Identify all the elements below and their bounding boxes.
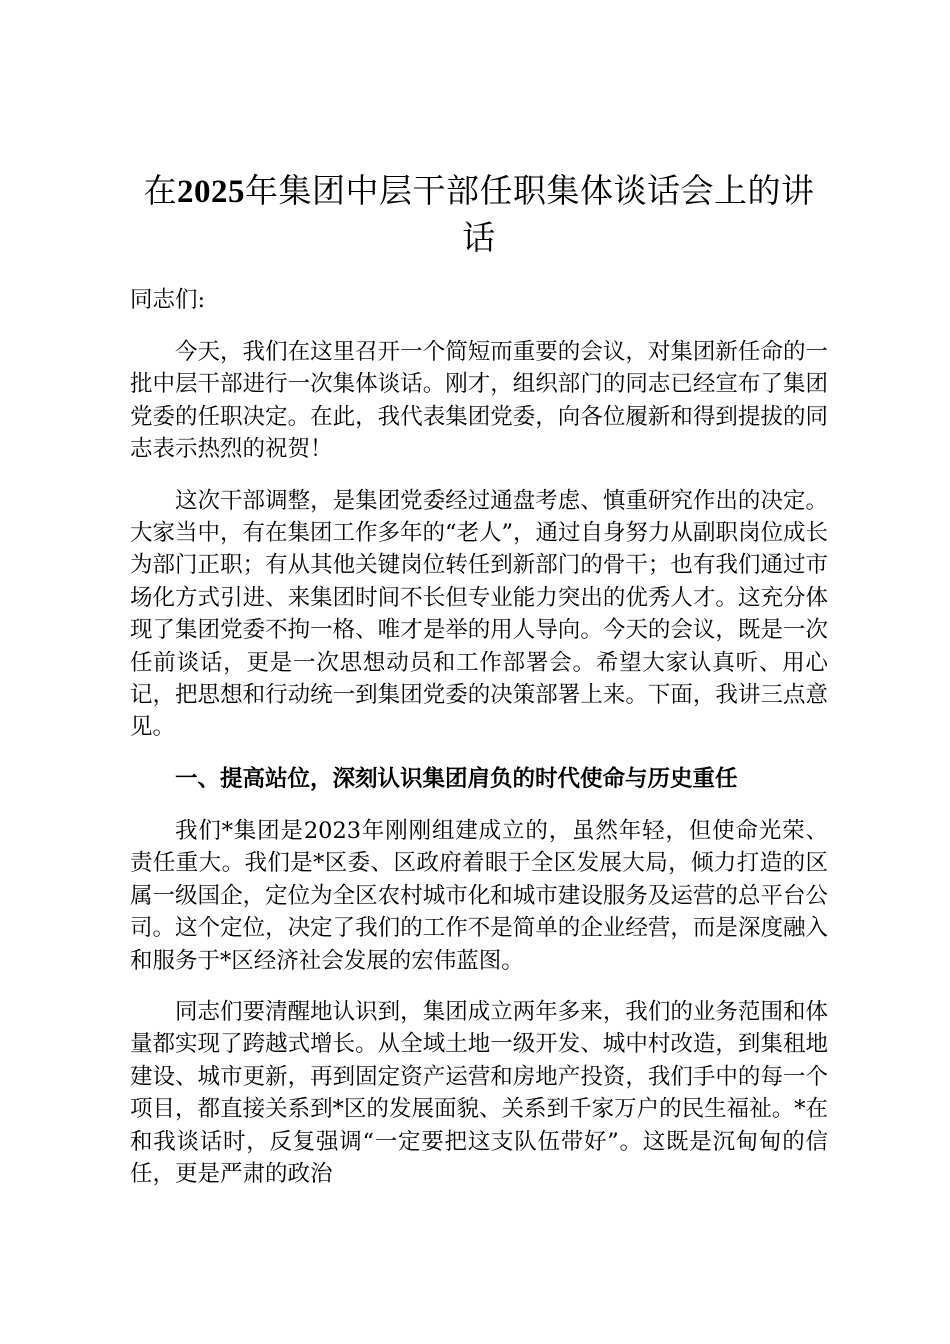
title-year: 2025: [177, 174, 245, 210]
salutation: 同志们:: [130, 287, 206, 313]
document-body: [130, 168, 828, 1190]
section-heading-1: 一、提高站位，深刻认识集团肩负的时代使命与历史重任: [175, 765, 738, 792]
paragraph-group-mission: 我们*集团是2023年刚刚组建成立的，虽然年轻，但使命光荣、责任重大。我们是*区委、区政府着眼于全区发展大局，倾力打造的区属一级国企，定位为全区农村城市化和城市建设服务及运营的总平台公司。这个定位，决定了我们的工作不是简单的企业经营，而是深度融入和服务于*区经济社会发展的宏伟蓝图。: [130, 817, 828, 974]
paragraph-cadre-adjustment: 这次干部调整，是集团党委经过通盘考虑、慎重研究作出的决定。大家当中，有在集团工作多年的“老人”，通过自身努力从副职岗位成长为部门正职；有从其他关键岗位转任到新部门的骨干；也有我们通过市场化方式引进、来集团时间不长但专业能力突出的优秀人才。这充分体现了集团党委不拘一格、唯才是举的用人导向。今天的会议，既是一次任前谈话，更是一次思想动员和工作部署会。希望大家认真听、用心记，把思想和行动统一到集团党委的决策部署上来。下面，我讲三点意见。: [130, 487, 829, 741]
title-rest: 年集团中层干部任职集体谈话会上的讲话: [245, 171, 815, 257]
paragraph-opening: 今天，我们在这里召开一个简短而重要的会议，对集团新任命的一批中层干部进行一次集体谈话。刚才，组织部门的同志已经宣布了集团党委的任职决定。在此，我代表集团党委，向各位履新和得到提拔的同志表示热烈的祝贺！: [130, 339, 828, 463]
document-title: [130, 168, 828, 260]
title-prefix: 在: [143, 171, 177, 210]
paragraph-responsibility: 同志们要清醒地认识到，集团成立两年多来，我们的业务范围和体量都实现了跨越式增长。从全域土地一级开发、城中村改造，到集租地建设、城市更新，再到固定资产运营和房地产投资，我们手中的每一个项目，都直接关系到*区的发展面貌、关系到千家万户的民生福祉。*在和我谈话时，反复强调“一定要把这支队伍带好”。这既是沉甸甸的信任，更是严肃的政治: [130, 998, 828, 1187]
